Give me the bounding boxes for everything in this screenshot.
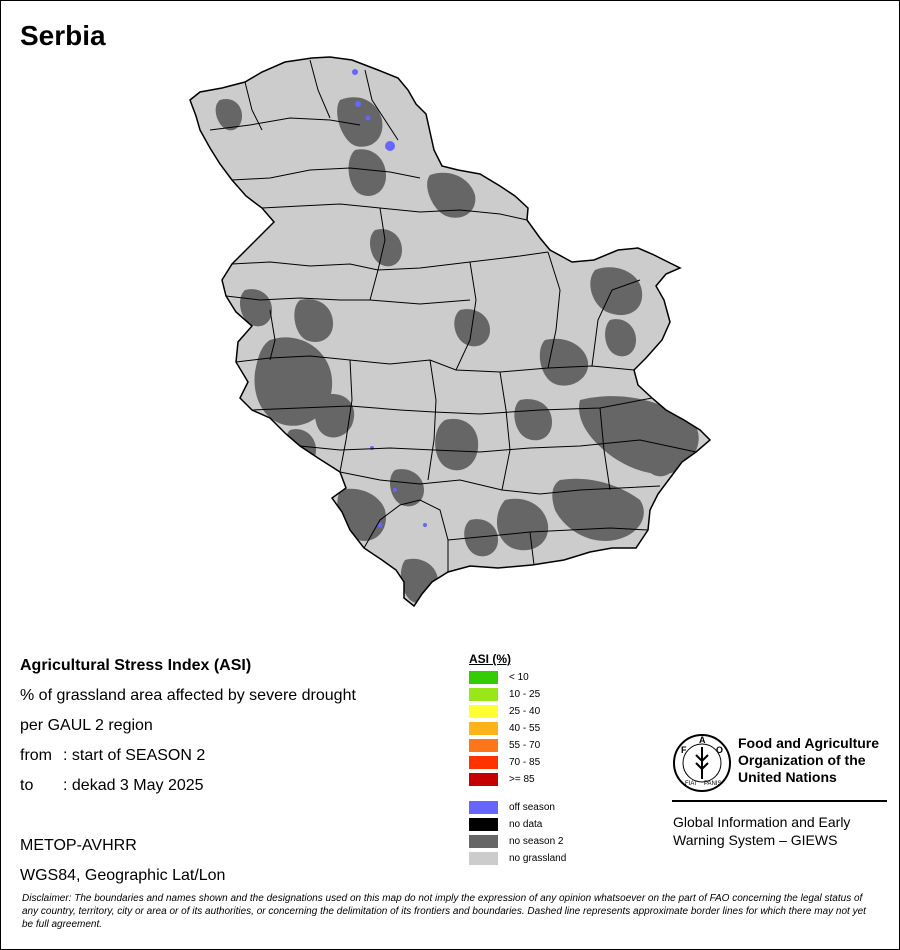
legend-swatch (469, 739, 498, 752)
legend-swatch (469, 688, 498, 701)
legend-swatch (469, 705, 498, 718)
legend-item (469, 688, 540, 701)
sensor-name: METOP-AVHRR (20, 837, 137, 854)
legend-swatch (469, 671, 498, 684)
legend-label: off season (509, 802, 555, 813)
giews-line: Warning System – GIEWS (673, 832, 838, 848)
index-heading: Agricultural Stress Index (ASI) (20, 657, 252, 674)
legend-label: no season 2 (509, 836, 564, 847)
legend-label: 70 - 85 (509, 757, 541, 768)
legend-swatch (469, 722, 498, 735)
legend-title: ASI (%) (469, 652, 511, 666)
giews-line: Global Information and Early (673, 814, 851, 830)
period-to-label: to (20, 777, 34, 794)
legend-label: 10 - 25 (509, 689, 541, 700)
legend-item (469, 835, 564, 848)
legend-item (469, 722, 540, 735)
fao-logo-icon (672, 733, 732, 793)
legend-item (469, 756, 540, 769)
svg-text:A: A (699, 735, 706, 745)
legend-swatch (469, 835, 498, 848)
legend-swatch (469, 852, 498, 865)
period-to-value: : dekad 3 May 2025 (63, 777, 204, 794)
svg-text:F: F (681, 745, 687, 755)
fao-name-line: Food and Agriculture (738, 735, 880, 751)
legend-label: 25 - 40 (509, 706, 541, 717)
region-level: per GAUL 2 region (20, 717, 153, 734)
legend-item (469, 773, 535, 786)
legend-swatch (469, 773, 498, 786)
index-description: % of grassland area affected by severe drought (20, 687, 356, 704)
svg-text:PANIS: PANIS (704, 781, 722, 787)
legend-label: >= 85 (509, 774, 535, 785)
projection-info: WGS84, Geographic Lat/Lon (20, 867, 226, 884)
svg-text:FIAT: FIAT (685, 781, 698, 787)
fao-name-line: United Nations (738, 769, 837, 785)
fao-name-line: Organization of the (738, 752, 866, 768)
legend-item (469, 739, 540, 752)
legend-label: no data (509, 819, 543, 830)
legend-swatch (469, 756, 498, 769)
divider (672, 800, 887, 802)
map-title: Serbia (20, 20, 106, 51)
legend-swatch (469, 818, 498, 831)
svg-text:O: O (716, 745, 724, 755)
period-from-label: from (20, 747, 52, 764)
period-from-value: : start of SEASON 2 (63, 747, 206, 764)
legend-item (469, 801, 555, 814)
giews-name (673, 813, 850, 849)
legend-label: 55 - 70 (509, 740, 541, 751)
legend-label: < 10 (509, 672, 529, 683)
legend-label: 40 - 55 (509, 723, 541, 734)
fao-name (738, 735, 879, 786)
legend-item (469, 852, 566, 865)
legend-swatch (469, 801, 498, 814)
legend-item (469, 818, 542, 831)
legend-item (469, 705, 540, 718)
legend-item (469, 671, 529, 684)
disclaimer: Disclaimer: The boundaries and names shown and the designations used on this map do not imply the expression of any opinion whatsoever on the part of FAO concerning the legal status of any country, territory, city or area or of its authorities, or concerning the delimitation of its frontiers and boundaries. Dashed line represents approximate border lines for which there may not yet be full agreement. (22, 893, 866, 930)
legend-label: no grassland (509, 853, 567, 864)
